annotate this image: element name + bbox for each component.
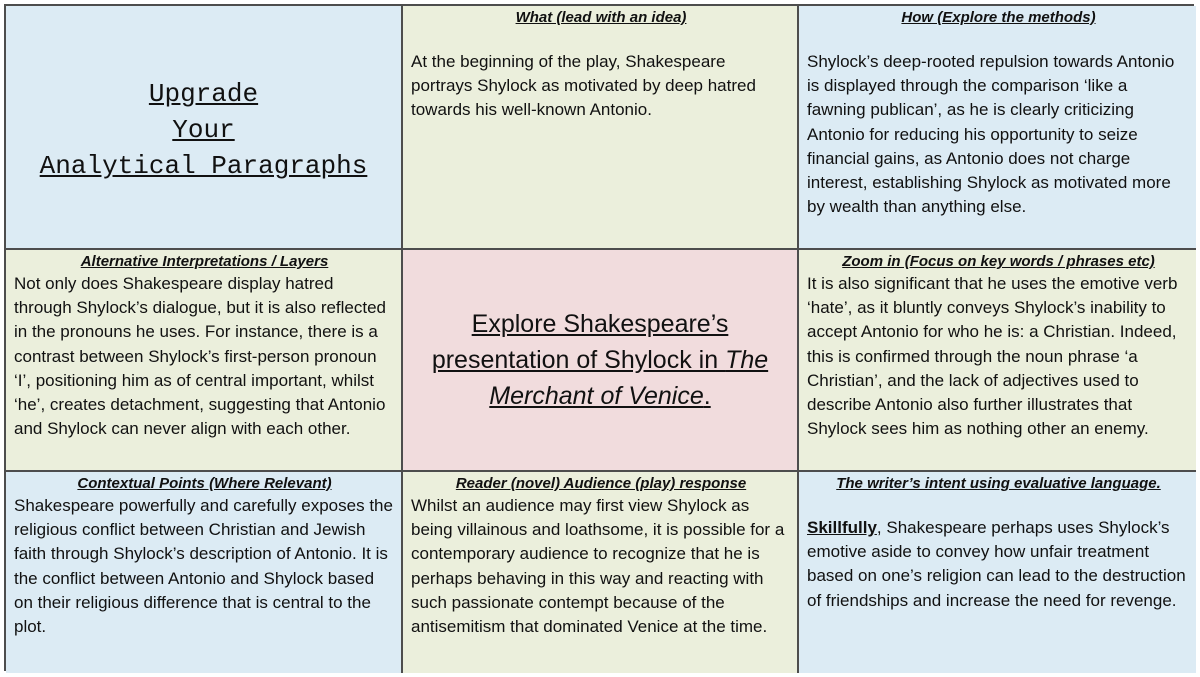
context-heading: Contextual Points (Where Relevant) (77, 475, 332, 492)
how-cell (799, 6, 1196, 250)
what-text: At the beginning of the play, Shakespeare portrays Shylock as motivated by deep hatred towards his well-known Antonio. (411, 52, 756, 120)
question-line-3 (489, 378, 710, 414)
question-line-2-italic: The (725, 346, 769, 374)
what-heading: What (lead with an idea) (515, 9, 687, 26)
intent-cell (799, 472, 1196, 673)
context-text: Shakespeare powerfully and carefully exposes the religious conflict between Christian and Jewish faith through Shylock’s description of Antonio. It is the conflict between Antonio and Shylock based on their religious difference that is central to the plot. (14, 496, 393, 637)
question-line-3-italic: Merchant of Venice (489, 382, 704, 410)
what-cell (403, 6, 799, 250)
zoom-cell (799, 250, 1196, 472)
reader-heading: Reader (novel) Audience (play) response (455, 475, 747, 492)
reader-text: Whilst an audience may first view Shylock as being villainous and loathsome, it is possible for a contemporary audience to recognize that he is perhaps behaving in this way and reacting with such passionate contempt because of the antisemitism that dominated Venice at the time. (411, 496, 785, 637)
intent-keyword: Skillfully (807, 518, 877, 537)
question-line-1: Explore Shakespeare’s (471, 310, 729, 338)
question-line-2-text: presentation of Shylock in (431, 346, 726, 374)
alternative-cell (6, 250, 403, 472)
question-line-3-suffix: . (703, 382, 711, 410)
reader-cell (403, 472, 799, 673)
page-title (40, 76, 368, 184)
question-line-2 (432, 342, 768, 378)
title-line-1: Upgrade (148, 79, 259, 109)
context-cell (6, 472, 403, 673)
alternative-heading: Alternative Interpretations / Layers (80, 253, 329, 270)
question-cell (403, 250, 799, 472)
title-cell (6, 6, 403, 250)
title-line-3: Analytical Paragraphs (39, 151, 368, 181)
analytical-paragraph-grid (4, 4, 1194, 671)
intent-text: , Shakespeare perhaps uses Shylock’s emotive aside to convey how unfair treatment based on one’s religion can lead to the destruction of friendships and increase the need for revenge. (807, 518, 1186, 610)
how-text: Shylock’s deep-rooted repulsion towards Antonio is displayed through the comparison ‘like a fawning publican’, as he is clearly criticizing Antonio for reducing his opportunity to seize financial gains, as Antonio does not charge interest, establishing Shylock as motivated more by wealth than anything else. (807, 52, 1175, 217)
alternative-text: Not only does Shakespeare display hatred through Shylock’s dialogue, but it is also reflected in the pronouns he uses. For instance, there is a contrast between Shylock’s first-person pronoun ‘I’, positioning him as of central important, whilst ‘he’, creates detachment, suggesting that Antonio and Shylock can never align with each other. (14, 274, 387, 439)
zoom-text: It is also significant that he uses the emotive verb ‘hate’, as it bluntly conveys Shylock’s inability to accept Antonio for who he is: a Christian. Indeed, this is confirmed through the noun phrase ‘a Christian’, and the lack of adjectives used to describe Antonio also further illustrates that Shylock sees him as nothing other an enemy. (807, 274, 1178, 439)
intent-text-block (807, 516, 1190, 613)
zoom-heading: Zoom in (Focus on key words / phrases etc) (842, 253, 1155, 270)
intent-heading: The writer’s intent using evaluative language. (836, 475, 1161, 492)
how-heading: How (Explore the methods) (901, 9, 1096, 26)
title-line-2: Your (172, 115, 235, 145)
